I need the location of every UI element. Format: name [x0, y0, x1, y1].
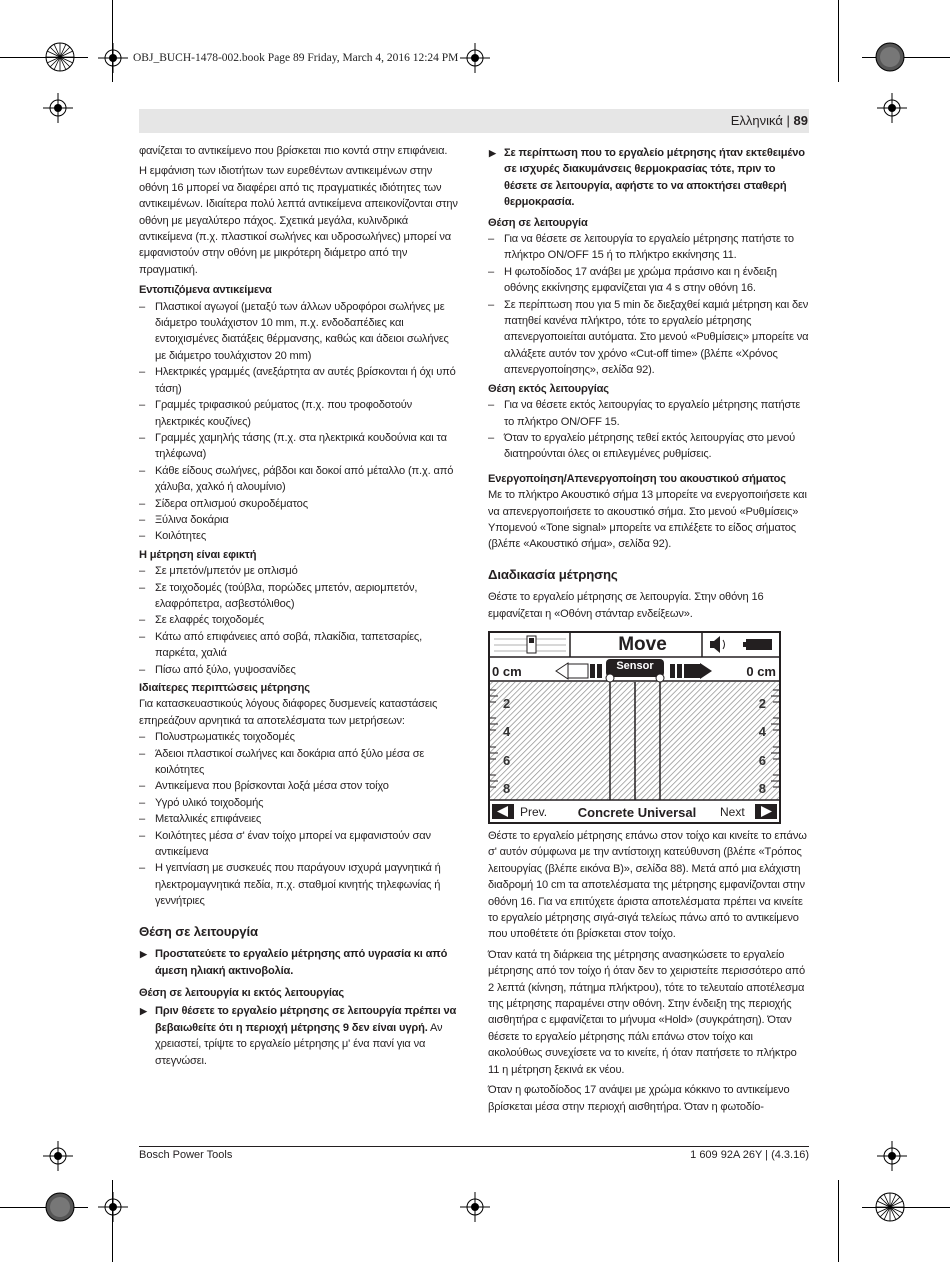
detected-list	[139, 299, 461, 545]
left-column	[139, 143, 461, 1073]
header-bar	[139, 109, 809, 133]
paragraph: Όταν η φωτοδίοδος 17 ανάψει με χρώμα κόκκινο το αντικείμενο βρίσκεται μέσα στην περιοχή αισθητήρα. Όταν η φωτοδίο-	[488, 1084, 790, 1113]
next-icon	[755, 804, 777, 819]
battery-icon	[743, 639, 772, 650]
warning	[139, 946, 461, 979]
arrow-right-icon	[670, 663, 712, 679]
section-heading: Εντοπιζόμενα αντικείμενα	[139, 284, 272, 297]
special-list	[139, 729, 461, 909]
off-list	[488, 397, 810, 463]
list-item: – Πλαστικοί αγωγοί (μεταξύ των άλλων υδροφόροι σωλήνες με διάμετρο τουλάχιστον 10 mm, π.χ. ενδοδαπέδιες και εντοιχισμένες διατάξεις θέρμανσης, καθώς και άδειοι σωλήνες με διάμετρο τουλάχιστον 20 mm)	[139, 299, 461, 365]
warning-text: Προστατεύετε το εργαλείο μέτρησης από υγρασία κι από άμεση ηλιακή ακτινοβολία.	[155, 948, 448, 977]
registration-mark-top-mid	[460, 43, 490, 73]
paragraph: Η εμφάνιση των ιδιοτήτων των ευρεθέντων αντικειμένων στην οθόνη 16 μπορεί να διαφέρει από τις πραγματικές ιδιότητες των αντικειμένων. Ιδιαίτερα πολύ λεπτά αντικείμενα απεικονίζονται στην οθόνη με μεγαλύτερο πάχος. Σχετικά μεγάλα, κυλινδρικά αντικείμενα (π.χ. πλαστικοί σωλήνες και υδροσωλήνες) μπορεί να εμφανιστούν στην οθόνη με μικρότερη διάμετρο από την πραγματική.	[139, 165, 458, 276]
page-number: 89	[793, 113, 808, 128]
warning-triangle-icon: ▶	[140, 949, 147, 960]
paragraph: Θέστε το εργαλείο μέτρησης σε λειτουργία. Στην οθόνη 16 εμφανίζεται η «Οθόνη στάνταρ ενδείξεων».	[488, 591, 764, 620]
paragraph: φανίζεται το αντικείμενο που βρίσκεται πιο κοντά στην επιφάνεια.	[139, 145, 448, 157]
depth-tick-right: 6	[758, 753, 766, 768]
warning	[488, 145, 810, 211]
list-item: – Γραμμές χαμηλής τάσης (π.χ. στα ηλεκτρικά κουδούνια και τα τηλέφωνα)	[139, 430, 461, 463]
section-title: Διαδικασία μέτρησης	[488, 566, 618, 582]
device-display	[488, 631, 781, 824]
list-item: – Κοιλότητες	[139, 528, 461, 544]
list-item: – Σίδερα οπλισμού σκυροδέματος	[139, 496, 461, 512]
warning-text-normal: Αν χρειαστεί, τρίψτε το εργαλείο μέτρησης μ' ένα πανί για να στεγνώσει.	[155, 1021, 443, 1067]
section-heading: Θέση σε λειτουργία κι εκτός λειτουργίας	[139, 986, 345, 999]
list-item: – Πίσω από ξύλο, γυψοσανίδες	[139, 662, 461, 678]
warning-triangle-icon: ▶	[140, 1006, 147, 1017]
registration-mark-bottom-left	[45, 1192, 75, 1222]
list-item: – Σε ελαφρές τοιχοδομές	[139, 612, 461, 628]
list-item: – Άδειοι πλαστικοί σωλήνες και δοκάρια από ξύλο μέσα σε κοιλότητες	[139, 746, 461, 779]
possible-list	[139, 563, 461, 678]
list-item: – Η φωτοδίοδος 17 ανάβει με χρώμα πράσινο και η ένδειξη οθόνης εκκίνησης εμφανίζεται για 4 s στην οθόνη 16.	[488, 264, 810, 297]
registration-mark-right-lower	[877, 1141, 907, 1171]
on-list	[488, 231, 810, 379]
depth-tick-left: 2	[503, 696, 511, 711]
arrow-left-icon	[556, 663, 602, 679]
prev-label: Prev.	[520, 805, 548, 819]
speaker-icon	[710, 636, 725, 653]
depth-tick-left: 8	[503, 781, 511, 796]
right-column	[488, 143, 810, 626]
footer-brand: Bosch Power Tools	[139, 1149, 233, 1161]
registration-mark-right-mid	[877, 93, 907, 123]
list-item: – Κάθε είδους σωλήνες, ράβδοι και δοκοί από μέταλλο (π.χ. από χάλυβα, χαλκό ή αλουμίνιο)	[139, 463, 461, 496]
registration-mark-top-center	[98, 43, 128, 73]
material-label: Concrete Universal	[577, 805, 697, 820]
prev-icon	[492, 804, 514, 819]
warning-text: Σε περίπτωση που το εργαλείο μέτρησης ήταν εκτεθειμένο σε ισχυρές διακυμάνσεις θερμοκρασίας τότε, πριν το θέσετε σε λειτουργία, αφήστε το να αποκτήσει σταθερή θερμοκρασία.	[504, 147, 805, 209]
list-item: – Για να θέσετε εκτός λειτουργίας το εργαλείο μέτρησης πατήστε το πλήκτρο ON/OFF 15.	[488, 397, 810, 430]
list-item: – Ηλεκτρικές γραμμές (ανεξάρτητα αν αυτές βρίσκονται ή όχι υπό τάση)	[139, 364, 461, 397]
paragraph: Θέστε το εργαλείο μέτρησης επάνω στον τοίχο και κινείτε το επάνω σ' αυτόν σύμφωνα με την αντίστοιχη κατεύθυνση (βλέπε «Τρόπος λειτουργίας (βλέπε εικόνα B)», σελίδα 88). Μετά από μια ελάχιστη διαδρομή 10 cm τα αποτελέσματα της μέτρησης εμφανίζονται στην οθόνη 16. Για να επιτύχετε άριστα αποτελέσματα πρέπει να κινείτε το εργαλείο μέτρησης σιγά-σιγά τελείως πάνω από το αντικείμενο που υποθέτετε ότι βρίσκεται στον τοίχο.	[488, 830, 807, 941]
mode-label: Move	[618, 634, 667, 655]
list-item: – Κοιλότητες μέσα σ' έναν τοίχο μπορεί να εμφανιστούν σαν αντικείμενα	[139, 828, 461, 861]
next-label: Next	[720, 805, 745, 819]
scale-right: 0 cm	[746, 664, 776, 679]
sensor-label: Sensor	[616, 660, 654, 672]
scale-left: 0 cm	[492, 664, 522, 679]
registration-mark-bottom-mid	[460, 1192, 490, 1222]
list-item: – Σε περίπτωση που για 5 min δε διεξαχθεί καμιά μέτρηση και δεν πατηθεί κανένα πλήκτρο, τότε το εργαλείο μέτρησης απενεργοποιείται αυτόματα. Στο μενού «Ρυθμίσεις» μπορείτε να αλλάξετε αυτόν τον χρόνο «Cut-off time» (βλέπε «Χρόνος απενεργοποίησης», σελίδα 92).	[488, 297, 810, 379]
section-heading: Ενεργοποίηση/Απενεργοποίηση του ακουστικού σήματος	[488, 472, 786, 485]
warning-text: Πριν θέσετε το εργαλείο μέτρησης σε λειτουργία πρέπει να βεβαιωθείτε ότι η περιοχή μέτρησης 9 δεν είναι υγρή.	[155, 1005, 457, 1034]
list-item: – Σε τοιχοδομές (τούβλα, πορώδες μπετόν, αεριομπετόν, ελαφρόπετρα, ασβεστόλιθος)	[139, 580, 461, 613]
depth-tick-right: 8	[758, 781, 766, 796]
list-item: – Για να θέσετε σε λειτουργία το εργαλείο μέτρησης πατήστε το πλήκτρο ON/OFF 15 ή το πλήκτρο εκκίνησης 11.	[488, 231, 810, 264]
list-item: – Πολυστρωματικές τοιχοδομές	[139, 729, 461, 745]
list-item: – Ξύλινα δοκάρια	[139, 512, 461, 528]
print-slug: OBJ_BUCH-1478-002.book Page 89 Friday, March 4, 2016 12:24 PM	[133, 52, 459, 64]
list-item: – Η γειτνίαση με συσκευές που παράγουν ισχυρά μαγνητικά ή ηλεκτρομαγνητικά πεδία, π.χ. σταθμοί κινητής τηλεφωνίας ή γεννήτριες	[139, 860, 461, 909]
depth-tick-left: 4	[503, 724, 511, 739]
paragraph: Όταν κατά τη διάρκεια της μέτρησης ανασηκώσετε το εργαλείο μέτρησης από τον τοίχο ή όταν δεν το χειριστείτε περισσότερο από 2 λεπτά (κίνηση, πάτημα πλήκτρου), τότε το τελευταίο αποτέλεσμα της μέτρησης παραμένει στην οθόνη. Στην ένδειξη της περιοχής αισθητήρα c εμφανίζεται το μήνυμα «Hold» (συγκράτηση). Όταν θέσετε το εργαλείο μέτρησης πάλι επάνω στον τοίχο και ακολούθως συνεχίσετε να το κινείτε, ή όταν πατήσετε το πλήκτρο 11 η μέτρηση ξεκινά εκ νέου.	[488, 948, 806, 1076]
footer-rule	[139, 1146, 809, 1147]
section-heading: Ιδιαίτερες περιπτώσεις μέτρησης	[139, 682, 310, 694]
right-column-continued	[488, 828, 810, 1119]
list-item: – Γραμμές τριφασικού ρεύματος (π.χ. που τροφοδοτούν ηλεκτρικές κουζίνες)	[139, 397, 461, 430]
section-title: Θέση σε λειτουργία	[139, 923, 258, 939]
warning-triangle-icon: ▶	[489, 148, 496, 158]
footer-code: 1 609 92A 26Y | (4.3.16)	[690, 1149, 809, 1161]
page-header: Ελληνικά | 89	[730, 113, 808, 128]
section-heading: Η μέτρηση είναι εφικτή	[139, 548, 257, 561]
list-item: – Κάτω από επιφάνειες από σοβά, πλακίδια, ταπετσαρίες, παρκέτα, χαλιά	[139, 629, 461, 662]
registration-mark-top-left	[45, 42, 75, 72]
list-item: – Όταν το εργαλείο μέτρησης τεθεί εκτός λειτουργίας στο μενού διατηρούνται όλες οι επιλεγμένες ρυθμίσεις.	[488, 430, 810, 463]
paragraph: Με το πλήκτρο Ακουστικό σήμα 13 μπορείτε να ενεργοποιήσετε και να απενεργοποιήσετε το ακουστικό σήμα. Στο μενού «Ρυθμίσεις» Υπομενού «Tone signal» μπορείτε να επιλέξετε το είδος σήματος (βλέπε «Ακουστικό σήμα», σελίδα 92).	[488, 489, 807, 551]
registration-mark-left-lower	[43, 1141, 73, 1171]
list-item: – Αντικείμενα που βρίσκονται λοξά μέσα στον τοίχο	[139, 778, 461, 794]
depth-tick-left: 6	[503, 753, 511, 768]
section-heading: Θέση σε λειτουργία	[488, 216, 588, 229]
section-heading: Θέση εκτός λειτουργίας	[488, 382, 609, 395]
depth-tick-right: 2	[758, 696, 766, 711]
depth-tick-right: 4	[758, 724, 766, 739]
registration-mark-bottom-center	[98, 1192, 128, 1222]
warning	[139, 1003, 461, 1069]
header-language: Ελληνικά	[730, 113, 783, 128]
registration-mark-left-mid	[43, 93, 73, 123]
list-item: – Υγρό υλικό τοιχοδομής	[139, 795, 461, 811]
list-item: – Σε μπετόν/μπετόν με οπλισμό	[139, 563, 461, 579]
registration-mark-bottom-right	[875, 1192, 905, 1222]
list-item: – Μεταλλικές επιφάνειες	[139, 811, 461, 827]
paragraph: Για κατασκευαστικούς λόγους διάφορες δυσμενείς καταστάσεις επηρεάζουν αρνητικά τα αποτελέσματα των μετρήσεων:	[139, 698, 438, 727]
registration-mark-top-right	[875, 42, 905, 72]
